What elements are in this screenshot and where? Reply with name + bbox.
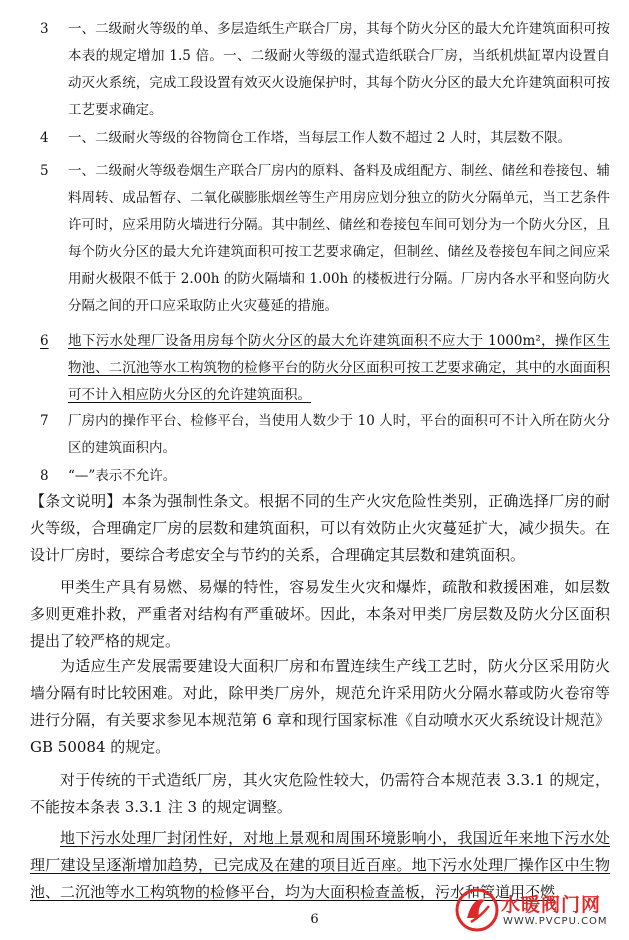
- underlined-text: 地下污水处理厂封闭性好，对地上景观和周围环境影响小，我国近年来地下污水处理厂建设呈逐渐增加趋势，已完成及在建的项目近百座。地下污水处理厂操作区中生物池、二沉池等水工构筑物的检修平台，均为大面积检查盖板，污水和管道用不燃: [30, 829, 610, 901]
- table-note-3: [40, 16, 610, 124]
- note-number: 4: [40, 130, 49, 146]
- explanation-text: 本条为强制性条文。根据不同的生产火灾危险性类别，正确选择厂房的耐火等级，合理确定厂房的层数和建筑面积，可以有效防止火灾蔓延扩大，减少损失。在设计厂房时，要综合考虑安全与节约的关系，合理确定其层数和建筑面积。: [30, 492, 610, 564]
- note-text: 一、二级耐火等级的单、多层造纸生产联合厂房，其每个防火分区的最大允许建筑面积可按本表的规定增加 1.5 倍。一、二级耐火等级的湿式造纸联合厂房，当纸机烘缸罩内设置自动灭火系统，完成工段设置有效灭火设施保护时，其每个防火分区的最大允许建筑面积可按工艺要求确定。: [68, 21, 610, 118]
- page-number: 6: [310, 912, 319, 927]
- explanation-label: 【条文说明】: [30, 492, 122, 510]
- explanation-paragraph-1: [30, 488, 610, 569]
- table-note-6: [40, 328, 610, 409]
- note-text: 一、二级耐火等级卷烟生产联合厂房内的原料、备料及成组配方、制丝、储丝和卷接包、辅料周转、成品暂存、二氧化碳膨胀烟丝等生产用房应划分独立的防火分隔单元，当工艺条件许可时，应采用防火墙进行分隔。其中制丝、储丝和卷接包车间可划分为一个防火分区，且每个防火分区的最大允许建筑面积可按工艺要求确定，但制丝、储丝及卷接包车间之间应采用耐火极限不低于 2.00h 的防火隔墙和 1.00h 的楼板进行分隔。厂房内各水平和竖向防火分隔之间的开口应采取防止火灾蔓延的措施。: [68, 163, 610, 314]
- explanation-paragraph-4: 对于传统的干式造纸厂房，其火灾危险性较大，仍需符合本规范表 3.3.1 的规定，不能按本条表 3.3.1 注 3 的规定调整。: [30, 771, 610, 816]
- note-number: 3: [40, 21, 49, 37]
- note-text: 厂房内的操作平台、检修平台，当使用人数少于 10 人时，平台的面积可不计入所在防火分区的建筑面积内。: [68, 413, 610, 456]
- watermark: [453, 886, 623, 936]
- note-number: 8: [40, 468, 49, 484]
- watermark-url: WWW.PVCPU.COM: [503, 916, 608, 927]
- table-note-7: [40, 408, 610, 462]
- explanation-paragraph-3: 为适应生产发展需要建设大面积厂房和布置连续生产线工艺时，防火分区采用防火墙分隔有时比较困难。对此，除甲类厂房外，规范允许采用防火分隔水幕或防火卷帘等进行分隔，有关要求参见本规范第 6 章和现行国家标准《自动喷水灭火系统设计规范》GB 50084 的规定。: [30, 657, 610, 756]
- watermark-name: 水暖阀门网: [501, 894, 602, 916]
- watermark-logo-icon: [455, 888, 499, 932]
- explanation-paragraph-2: 甲类生产具有易燃、易爆的特性，容易发生火灾和爆炸，疏散和救援困难，如层数多则更难扑救，严重者对结构有严重破坏。因此，本条对甲类厂房层数及防火分区面积提出了较严格的规定。: [30, 578, 610, 650]
- note-number: 7: [40, 413, 49, 429]
- note-text: 地下污水处理厂设备用房每个防火分区的最大允许建筑面积不应大于 1000m²，操作区生物池、二沉池等水工构筑物的检修平台的防火分区面积可按工艺要求确定，其中的水面面积可不计入相应防火分区的允许建筑面积。: [68, 333, 610, 403]
- note-number: 5: [40, 163, 49, 179]
- note-number: 6: [40, 333, 49, 349]
- table-note-5: [40, 158, 610, 320]
- note-text: 一、二级耐火等级的谷物筒仓工作塔，当每层工作人数不超过 2 人时，其层数不限。: [68, 130, 572, 146]
- table-note-4: [40, 125, 610, 152]
- note-text: “—”表示不允许。: [68, 468, 177, 484]
- table-note-8: [40, 463, 610, 490]
